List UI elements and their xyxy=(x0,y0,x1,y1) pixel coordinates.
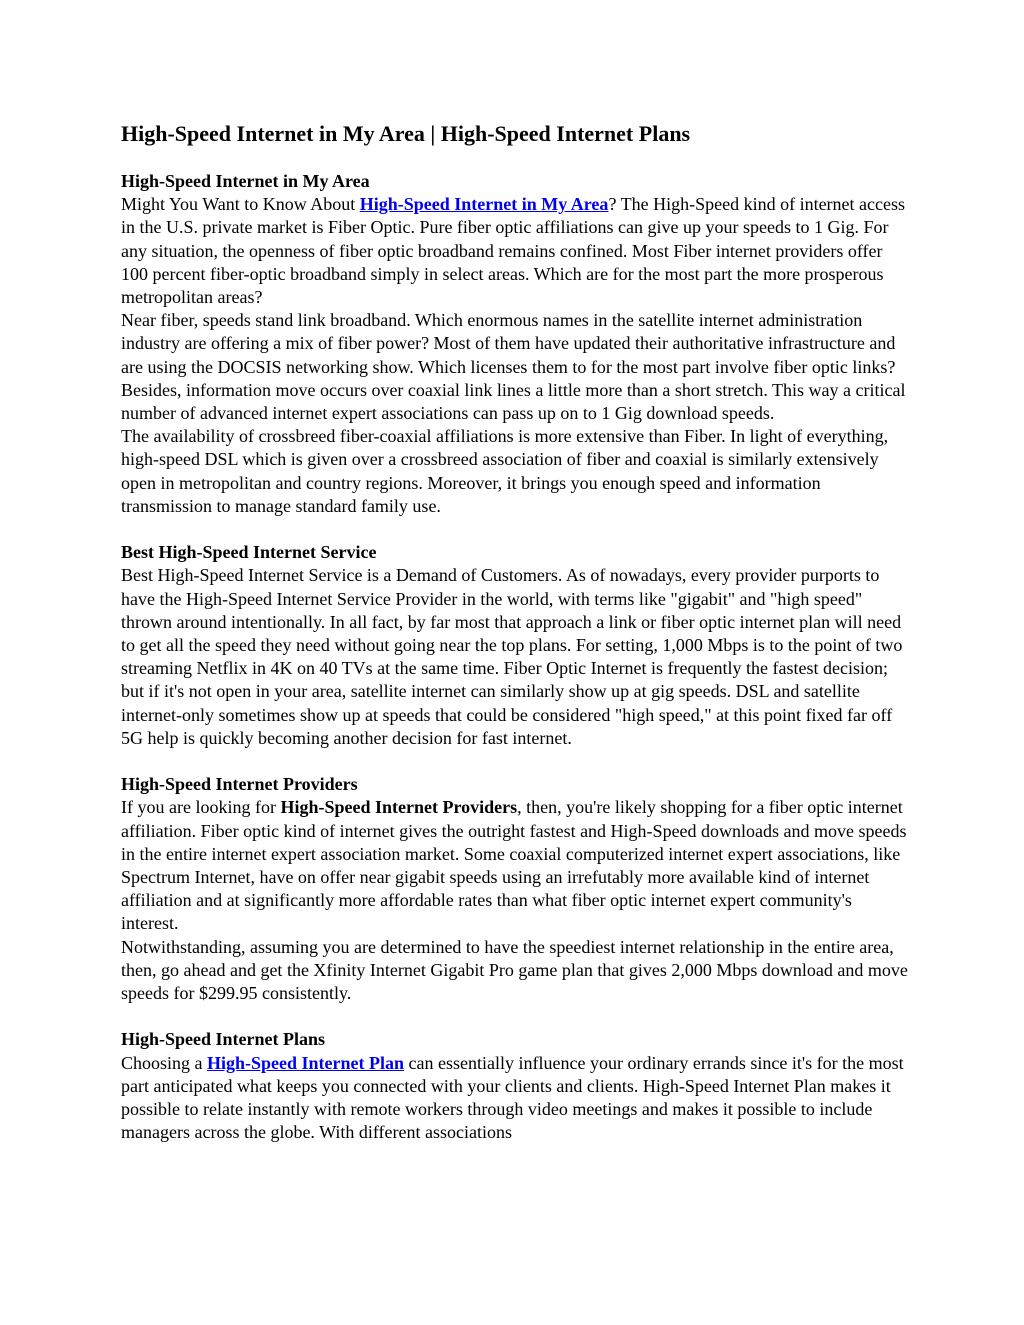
bold-term: High-Speed Internet Providers xyxy=(280,797,518,818)
paragraph: Near fiber, speeds stand link broadband. Which enormous names in the satellite internet administration industry are offering a mix of fiber power? Most of them have updated their authoritative infrastructure and are using the DOCSIS networking show. Which licenses them to for the most part involve fiber optic links? Besides, information move occurs over coaxial link lines a little more than a short stretch. This way a critical number of advanced internet expert associations can pass up on to 1 Gig download speeds. xyxy=(121,310,906,424)
paragraph xyxy=(121,796,911,935)
paragraph xyxy=(121,1052,911,1145)
section-best-service xyxy=(121,541,911,750)
section-my-area xyxy=(121,170,911,518)
section-heading: Best High-Speed Internet Service xyxy=(121,542,377,563)
paragraph-text: ? The High-Speed kind of internet access in the U.S. private market is Fiber Optic. Pure fiber optic affiliations can give up your speeds to 1 Gig. For any situation, the openness of fiber optic broadband remains confined. Most Fiber internet providers offer 100 percent fiber-optic broadband simply in select areas. Which are for the most part the more prosperous metropolitan areas? xyxy=(121,194,906,308)
section-plans xyxy=(121,1028,911,1144)
section-heading: High-Speed Internet in My Area xyxy=(121,171,370,191)
paragraph-text: Might You Want to Know About xyxy=(121,194,360,215)
internet-plan-link[interactable]: High-Speed Internet Plan xyxy=(207,1052,405,1073)
paragraph: Best High-Speed Internet Service is a Demand of Customers. As of nowadays, every provider purports to have the High-Speed Internet Service Provider in the world, with terms like "gigabit" and "high speed" thrown around intentionally. In all fact, by far most that approach a link or fiber optic internet plan will need to get all the speed they need without going near the top plans. For setting, 1,000 Mbps is to the point of two streaming Netflix in 4K on 40 TVs at the same time. Fiber Optic Internet is frequently the fastest decision; but if it's not open in your area, satellite internet can similarly show up at gig speeds. DSL and satellite internet-only sometimes show up at speeds that could be considered "high speed," at this point fixed far off 5G help is quickly becoming another decision for fast internet. xyxy=(121,565,903,748)
paragraph-text: If you are looking for xyxy=(121,797,281,818)
paragraph-text: , then, you're likely shopping for a fiber optic internet affiliation. Fiber optic kind of internet gives the outright fastest and High-Speed downloads and move speeds in the entire internet expert association market. Some coaxial computerized internet expert associations, like Spectrum Internet, have on offer near gigabit speeds using an irrefutably more available kind of internet affiliation and at significantly more affordable rates than what fiber optic internet expert community's interest. xyxy=(121,797,907,934)
page-title: High-Speed Internet in My Area | High-Speed Internet Plans xyxy=(121,121,691,146)
section-heading: High-Speed Internet Plans xyxy=(121,1029,326,1050)
paragraph xyxy=(121,193,911,309)
my-area-link[interactable]: High-Speed Internet in My Area xyxy=(359,194,609,215)
document-body xyxy=(121,170,911,1144)
section-heading: High-Speed Internet Providers xyxy=(121,774,358,795)
paragraph-text: can essentially influence your ordinary errands since it's for the most part anticipated what keeps you connected with your clients and clients. High-Speed Internet Plan makes it possible to relate instantly with remote workers through video meetings and makes it possible to include managers across the globe. With different associations xyxy=(121,1052,904,1143)
paragraph: The availability of crossbreed fiber-coaxial affiliations is more extensive than Fiber. In light of everything, high-speed DSL which is given over a crossbreed association of fiber and coaxial is similarly extensively open in metropolitan and country regions. Moreover, it brings you enough speed and information transmission to manage standard family use. xyxy=(121,426,889,516)
section-providers xyxy=(121,773,911,1005)
paragraph: Notwithstanding, assuming you are determined to have the speediest internet relationship in the entire area, then, go ahead and get the Xfinity Internet Gigabit Pro game plan that gives 2,000 Mbps download and move speeds for $299.95 consistently. xyxy=(121,936,908,1004)
paragraph-text: Choosing a xyxy=(121,1052,208,1073)
